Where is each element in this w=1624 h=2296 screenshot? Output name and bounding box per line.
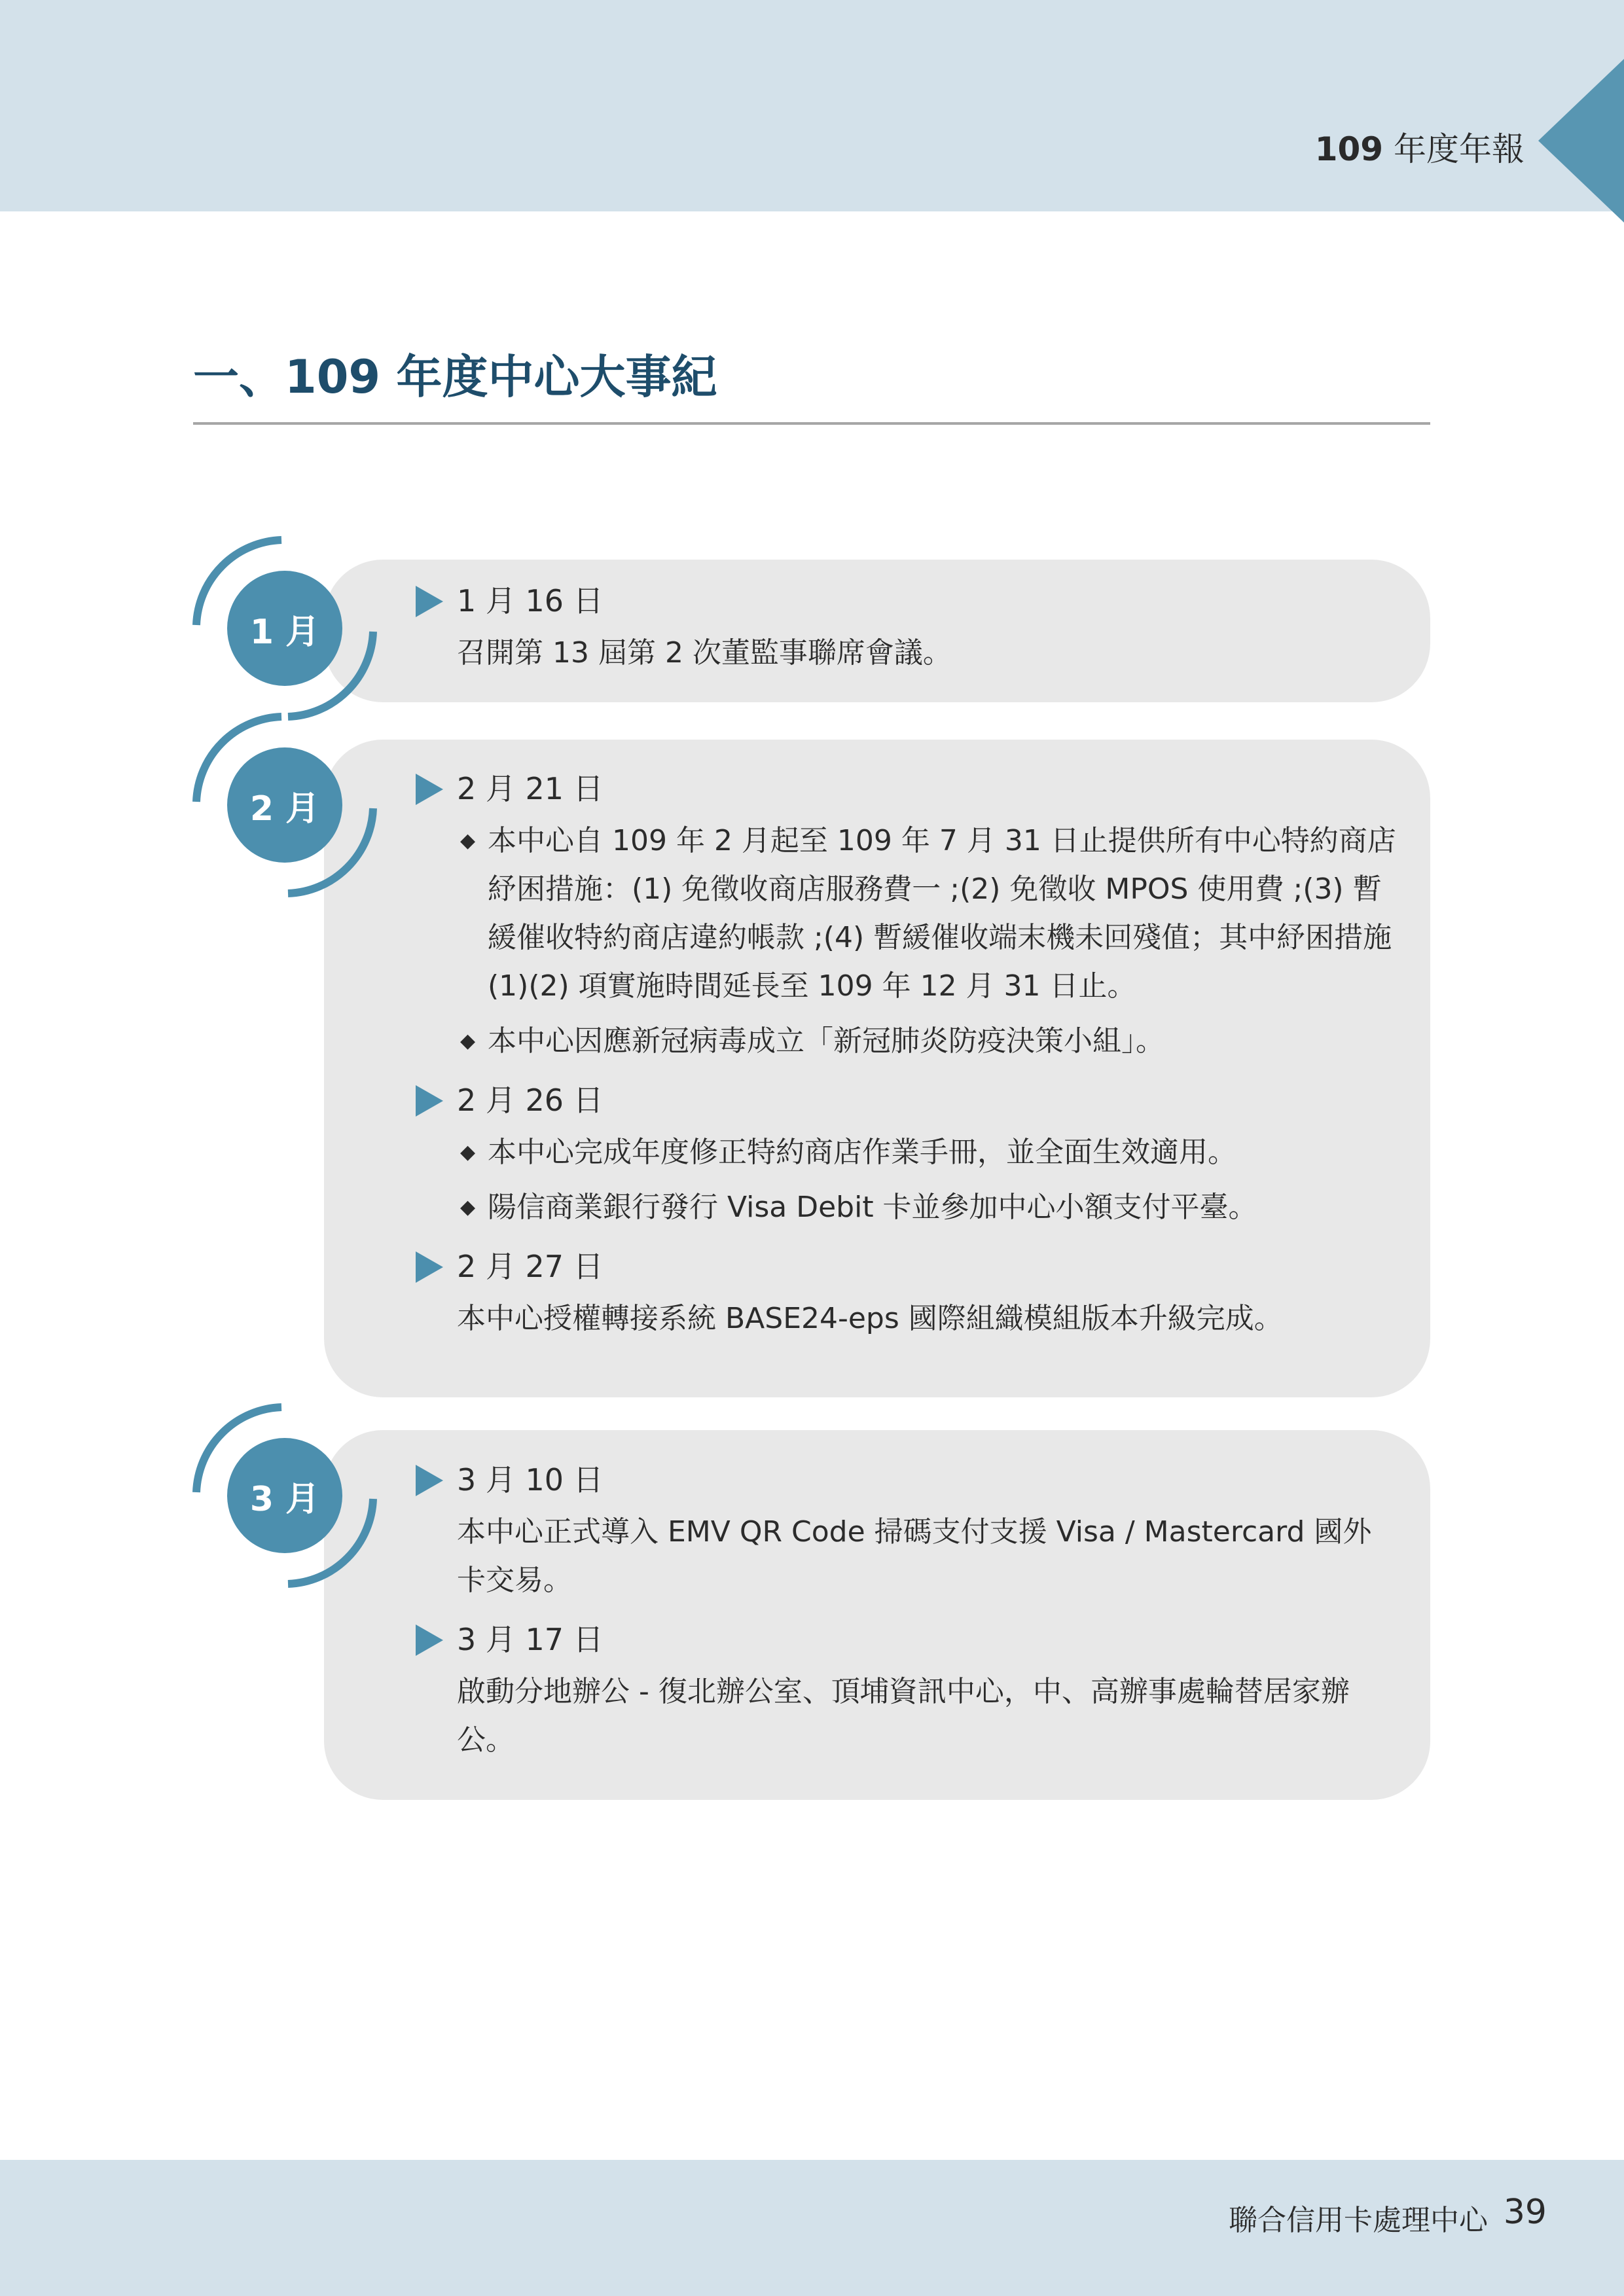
march-content <box>414 1452 1396 1765</box>
bullet-item <box>414 1017 1396 1066</box>
bullet-text: 陽信商業銀行發行 Visa Debit 卡並參加中心小額支付平臺。 <box>488 1191 1257 1224</box>
section-divider <box>193 422 1430 425</box>
date-heading <box>414 1072 1396 1128</box>
diamond-bullet-icon: ◆ <box>460 1030 476 1052</box>
page-number: 39 <box>1503 2193 1547 2232</box>
date-text: 2 月 21 日 <box>457 771 604 806</box>
bullet-item <box>414 1183 1396 1232</box>
month-badge-january <box>187 530 383 726</box>
event-text: 召開第 13 屆第 2 次董監事聯席會議。 <box>457 636 952 670</box>
diamond-bullet-icon: ◆ <box>460 829 476 852</box>
date-heading <box>414 761 1396 817</box>
january-content <box>414 573 1396 677</box>
date-text: 2 月 26 日 <box>457 1083 604 1118</box>
date-text: 1 月 16 日 <box>457 583 604 619</box>
report-title-suffix: 年度年報 <box>1383 130 1525 168</box>
date-heading <box>414 1611 1396 1668</box>
month-badge-march <box>187 1397 383 1594</box>
play-arrow-icon <box>416 586 443 617</box>
month-label: 1 月 <box>249 612 320 652</box>
play-arrow-icon <box>416 1465 443 1496</box>
month-label: 2 月 <box>249 789 320 829</box>
month-label: 3 月 <box>249 1479 320 1519</box>
bullet-text: 本中心因應新冠病毒成立「新冠肺炎防疫決策小組」。 <box>488 1024 1164 1058</box>
play-arrow-icon <box>416 1085 443 1117</box>
report-year: 109 <box>1314 130 1384 168</box>
event-text: 本中心正式導入 EMV QR Code 掃碼支付支援 Visa / Mastercard 國外卡交易。 <box>457 1515 1372 1597</box>
bullet-item <box>414 817 1396 1011</box>
date-heading <box>414 573 1396 629</box>
date-text: 3 月 17 日 <box>457 1622 604 1657</box>
date-text: 2 月 27 日 <box>457 1249 604 1284</box>
header-band <box>0 0 1624 211</box>
bullet-item <box>414 1128 1396 1177</box>
play-arrow-icon <box>416 1251 443 1283</box>
play-arrow-icon <box>416 774 443 805</box>
date-heading <box>414 1238 1396 1295</box>
header-corner-triangle <box>1538 59 1624 223</box>
section-title: 一、109 年度中心大事紀 <box>193 350 717 404</box>
event-text: 本中心授權轉接系統 BASE24-eps 國際組織模組版本升級完成。 <box>457 1302 1283 1335</box>
diamond-bullet-icon: ◆ <box>460 1196 476 1219</box>
event-text: 啟動分地辦公 - 復北辦公室、頂埔資訊中心，中、高辦事處輪替居家辦公。 <box>457 1675 1350 1757</box>
diamond-bullet-icon: ◆ <box>460 1141 476 1164</box>
month-badge-february <box>187 707 383 903</box>
bullet-text: 本中心自 109 年 2 月起至 109 年 7 月 31 日止提供所有中心特約商店紓困措施：(1) 免徵收商店服務費一 ;(2) 免徵收 MPOS 使用費 ;(3) 暫緩催收特約商店違約帳款 ;(4) 暫緩催收端末機未回殘值；其中紓困措施 (1)(2) 項實施時間延長至 109 年 12 月 31 日止。 <box>488 824 1396 1003</box>
february-content <box>414 761 1396 1343</box>
date-heading <box>414 1452 1396 1508</box>
bullet-text: 本中心完成年度修正特約商店作業手冊，並全面生效適用。 <box>488 1136 1236 1169</box>
footer-organization: 聯合信用卡處理中心 <box>1229 2204 1488 2237</box>
play-arrow-icon <box>416 1624 443 1656</box>
date-text: 3 月 10 日 <box>457 1462 604 1498</box>
report-title <box>1315 123 1525 170</box>
